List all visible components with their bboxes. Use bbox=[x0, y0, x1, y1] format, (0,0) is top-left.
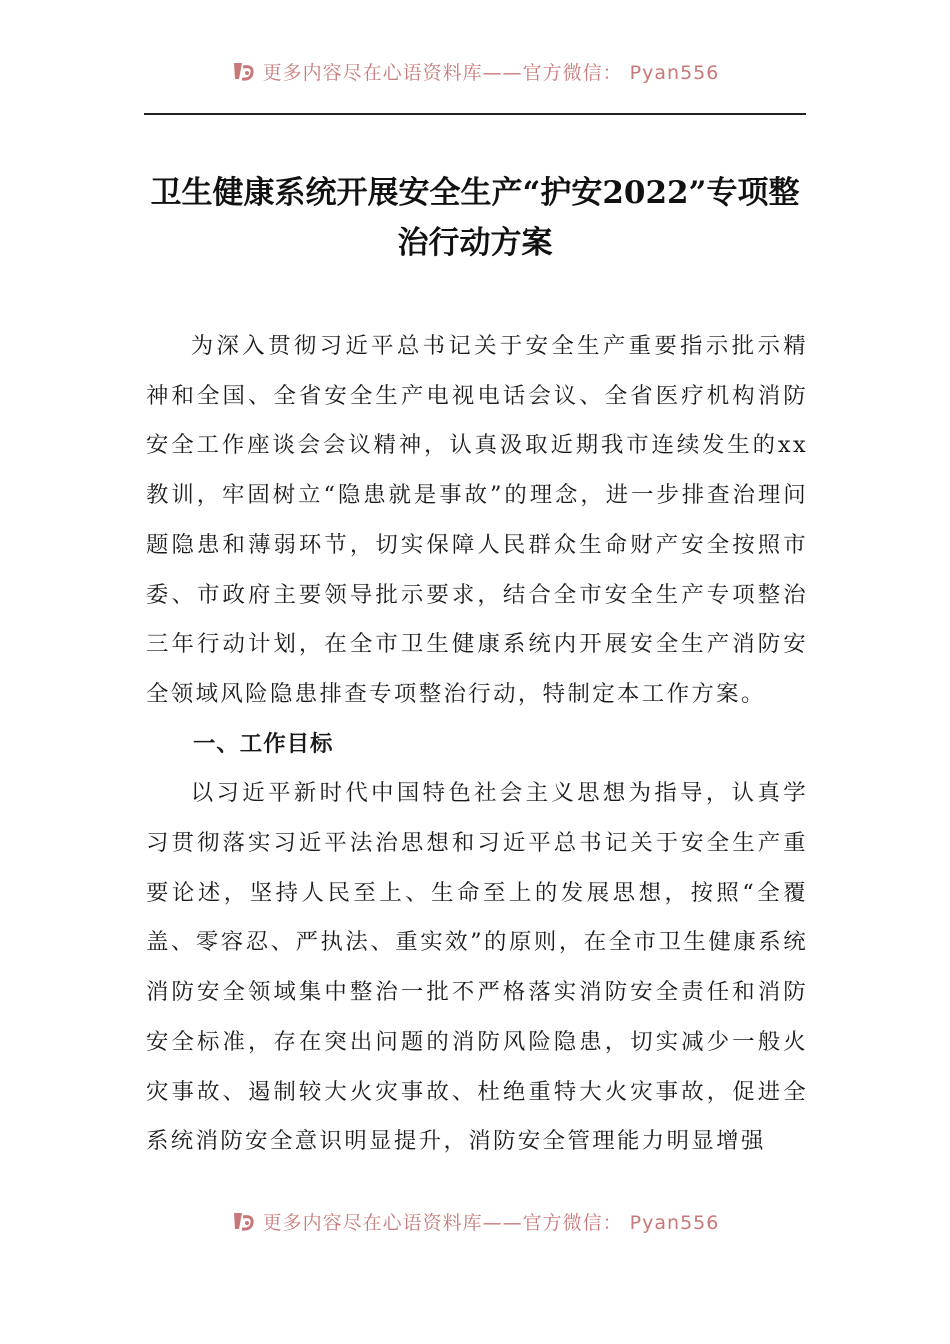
header-watermark bbox=[0, 56, 950, 86]
watermark-text: 更多内容尽在心语资料库——官方微信： Pyan556 bbox=[262, 1211, 720, 1234]
goals-paragraph: 以习近平新时代中国特色社会主义思想为指导，认真学习贯彻落实习近平法治思想和习近平总书记关于安全生产重要论述，坚持人民至上、生命至上的发展思想，按照“全覆盖、零容忍、严执法、重实效”的原则，在全市卫生健康系统消防安全领域集中整治一批不严格落实消防安全责任和消防安全标准，存在突出问题的消防风险隐患，切实减少一般火灾事故、遏制较大火灾事故、杜绝重特大火灾事故，促进全系统消防安全意识明显提升，消防安全管理能力明显增强 bbox=[146, 780, 808, 1155]
intro-paragraph: 为深入贯彻习近平总书记关于安全生产重要指示批示精神和全国、全省安全生产电视电话会议、全省医疗机构消防安全工作座谈会会议精神，认真汲取近期我市连续发生的xx教训，牢固树立“隐患就是事故”的理念，进一步排查治理问题隐患和薄弱环节，切实保障人民群众生命财产安全按照市委、市政府主要领导批示要求，结合全市安全生产专项整治三年行动计划，在全市卫生健康系统内开展安全生产消防安全领域风险隐患排查专项整治行动，特制定本工作方案。 bbox=[146, 333, 808, 707]
document-body bbox=[146, 322, 808, 1167]
watermark-text: 更多内容尽在心语资料库——官方微信： Pyan556 bbox=[262, 61, 720, 84]
header-divider bbox=[144, 113, 806, 115]
document-title: 卫生健康系统开展安全生产“护安2022”专项整治行动方案 bbox=[150, 175, 800, 261]
footer-watermark bbox=[0, 1206, 950, 1236]
logo-icon bbox=[231, 1209, 257, 1233]
section-heading-goals: 一、工作目标 bbox=[193, 730, 334, 757]
logo-icon bbox=[231, 59, 257, 83]
